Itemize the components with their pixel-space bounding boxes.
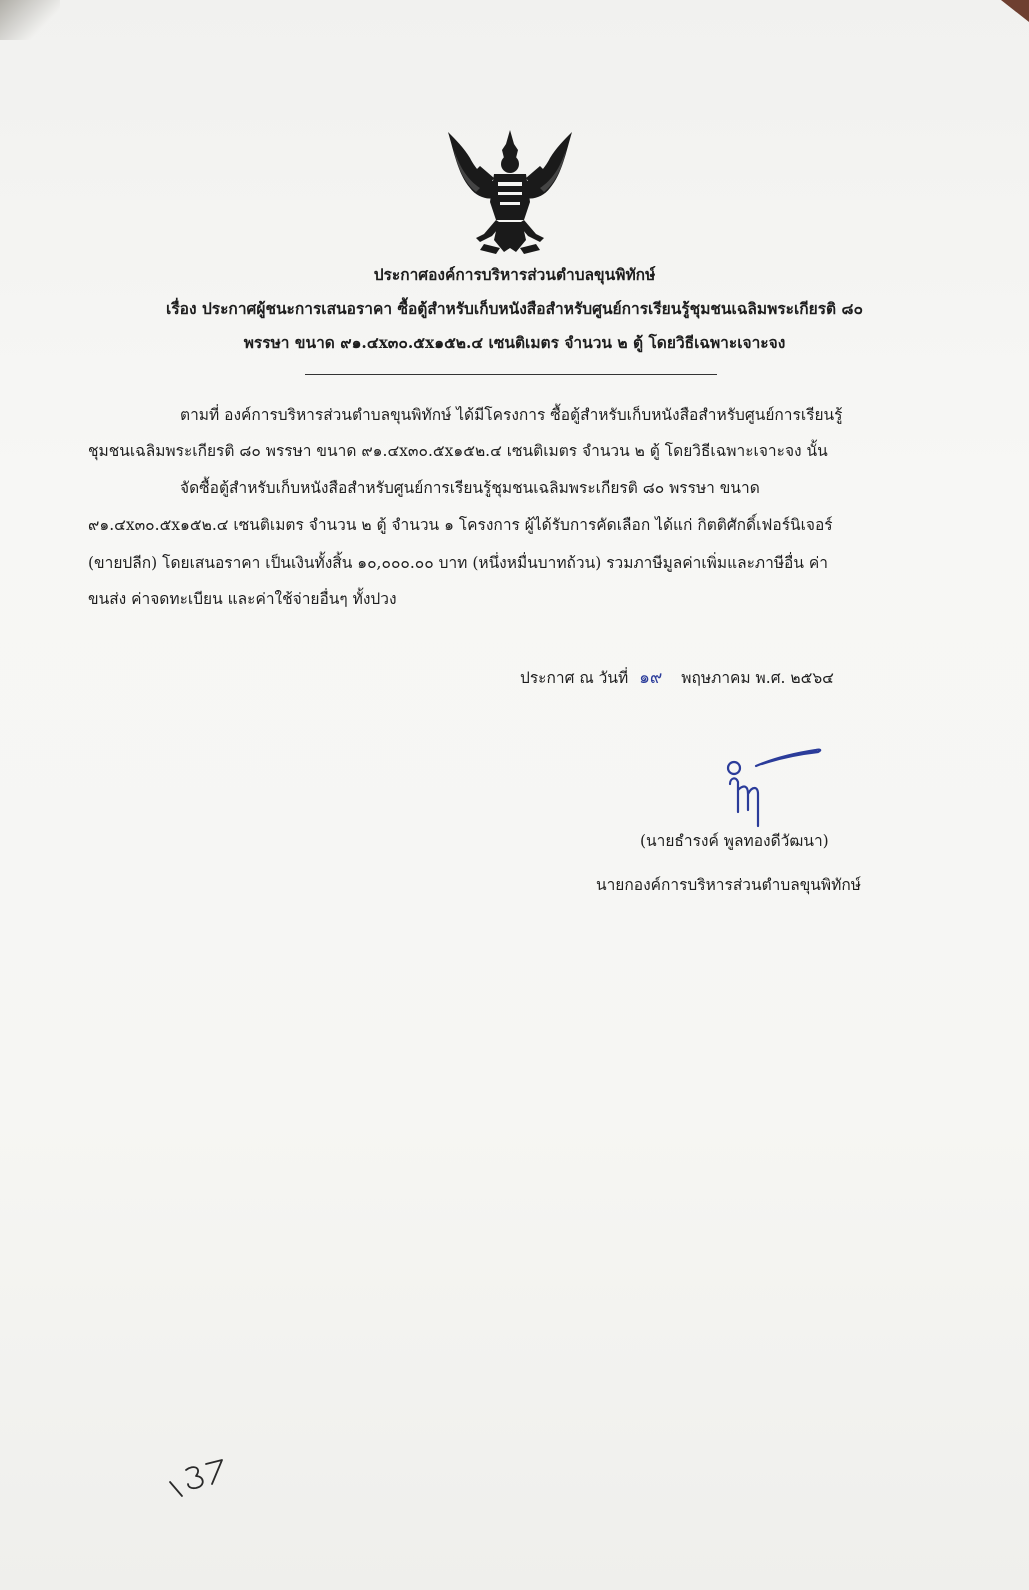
signatory-position: นายกองค์การบริหารส่วนตำบลขุนพิทักษ์	[596, 876, 861, 894]
page-shadow	[0, 0, 60, 40]
date-day-handwritten: ๑๙	[639, 668, 663, 688]
divider	[305, 374, 717, 375]
handwritten-page-number	[160, 1448, 240, 1508]
announcement-date	[520, 664, 834, 691]
signatory-name: (นายธำรงค์ พูลทองดีวัฒนา)	[640, 832, 829, 850]
background-corner	[989, 0, 1029, 22]
date-month-year: พฤษภาคม พ.ศ. ๒๕๖๔	[681, 669, 834, 687]
announcement-title: ประกาศองค์การบริหารส่วนตำบลขุนพิทักษ์	[373, 265, 656, 284]
body-line-5: (ขายปลีก) โดยเสนอราคา เป็นเงินทั้งสิ้น ๑๐,๐๐๐.๐๐ บาท (หนึ่งหมื่นบาทถ้วน) รวมภาษีมูลค่าเพิ่มและภาษีอื่น ค่า	[88, 554, 828, 572]
date-prefix: ประกาศ ณ วันที่	[520, 669, 629, 687]
body-line-6: ขนส่ง ค่าจดทะเบียน และค่าใช้จ่ายอื่นๆ ทั้งปวง	[88, 590, 397, 608]
garuda-emblem-icon	[440, 122, 580, 262]
subject-line-1: เรื่อง ประกาศผู้ชนะการเสนอราคา ซื้อตู้สำหรับเก็บหนังสือสำหรับศูนย์การเรียนรู้ชุมชนเฉลิมพระเกียรติ ๘๐	[166, 299, 863, 318]
body-line-1: ตามที่ องค์การบริหารส่วนตำบลขุนพิทักษ์ ได้มีโครงการ ซื้อตู้สำหรับเก็บหนังสือสำหรับศูนย์การเรียนรู้	[180, 406, 843, 424]
signature-icon	[700, 738, 840, 828]
subject-line-2: พรรษา ขนาด ๙๑.๔x๓๐.๕x๑๕๒.๔ เซนติเมตร จำนวน ๒ ตู้ โดยวิธีเฉพาะเจาะจง	[243, 333, 786, 352]
body-line-4: ๙๑.๔x๓๐.๕x๑๕๒.๔ เซนติเมตร จำนวน ๒ ตู้ จำนวน ๑ โครงการ ผู้ได้รับการคัดเลือก ได้แก่ กิตติศักดิ์เฟอร์นิเจอร์	[88, 516, 833, 534]
body-line-2: ชุมชนเฉลิมพระเกียรติ ๘๐ พรรษา ขนาด ๙๑.๔x๓๐.๕x๑๕๒.๔ เซนติเมตร จำนวน ๒ ตู้ โดยวิธีเฉพาะเจาะจง นั้น	[88, 442, 828, 460]
body-line-3: จัดซื้อตู้สำหรับเก็บหนังสือสำหรับศูนย์การเรียนรู้ชุมชนเฉลิมพระเกียรติ ๘๐ พรรษา ขนาด	[180, 479, 760, 497]
